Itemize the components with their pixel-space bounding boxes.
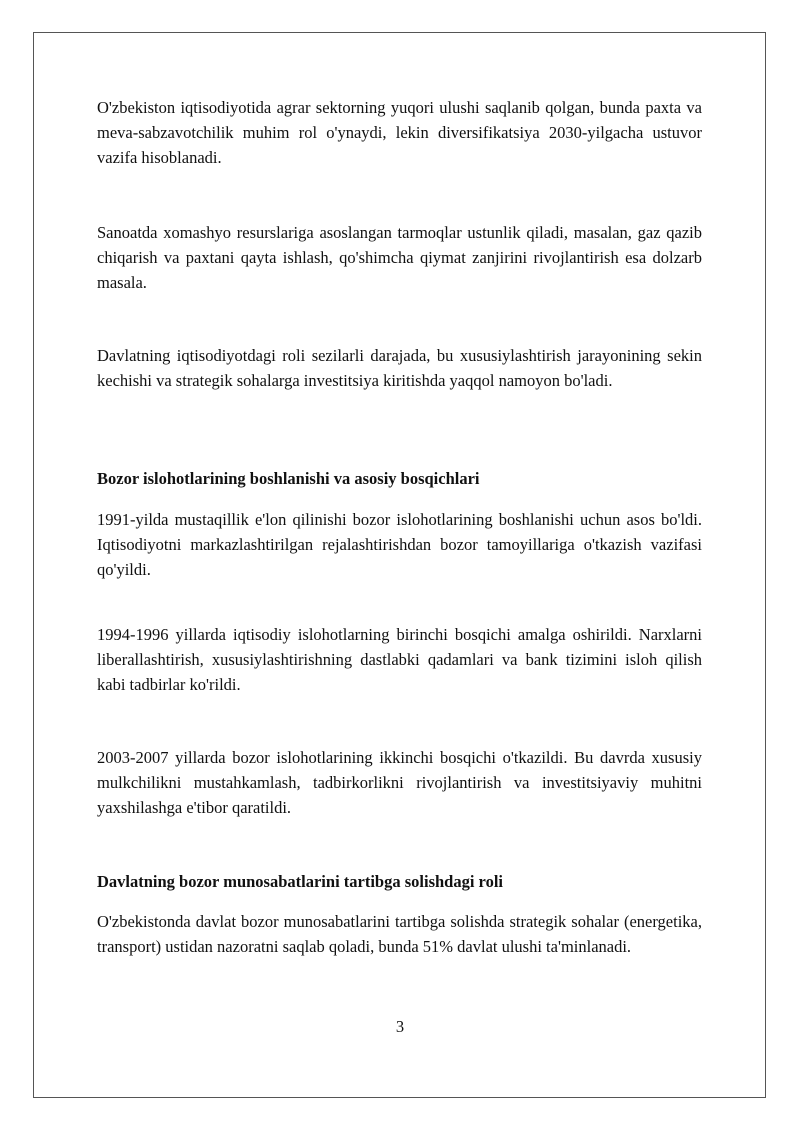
- paragraph-sanoat: Sanoatda xomashyo resurslariga asoslangan tarmoqlar ustunlik qiladi, masalan, gaz qazib chiqarish va paxtani qayta ishlash, qo'shimcha qiymat zanjirini rivojlantirish esa dolzarb masala.: [97, 223, 702, 292]
- paragraph-davlat-roli: Davlatning iqtisodiyotdagi roli sezilarli darajada, bu xususiylashtirish jarayonining sekin kechishi va strategik sohalarga investitsiya kiritishda yaqqol namoyon bo'ladi.: [97, 346, 702, 390]
- paragraph-2003-2007: 2003-2007 yillarda bozor islohotlarining ikkinchi bosqichi o'tkazildi. Bu davrda xususiy mulkchilikni mustahkamlash, tadbirkorlikni rivojlantirish va investitsiyaviy muhitni yaxshilashga e'tibor qaratildi.: [97, 748, 702, 817]
- paragraph-1991: 1991-yilda mustaqillik e'lon qilinishi bozor islohotlarining boshlanishi uchun asos bo'ldi. Iqtisodiyotni markazlashtirilgan rejalashtirishdan bozor tamoyillariga o'tkazish vazifasi qo'yildi.: [97, 510, 702, 579]
- paragraph-strategik-sohalar: O'zbekistonda davlat bozor munosabatlarini tartibga solishda strategik sohalar (energetika, transport) ustidan nazoratni saqlab qoladi, bunda 51% davlat ulushi ta'minlanadi.: [97, 912, 702, 956]
- section-heading-davlat-tartibga-solish: Davlatning bozor munosabatlarini tartibga solishdagi roli: [97, 872, 503, 891]
- section-heading-bozor-islohotlari: Bozor islohotlarining boshlanishi va asosiy bosqichlari: [97, 469, 480, 488]
- page-number: 3: [395, 1017, 405, 1036]
- paragraph-1994-1996: 1994-1996 yillarda iqtisodiy islohotlarning birinchi bosqichi amalga oshirildi. Narxlarni liberallashtirish, xususiylashtirishning dastlabki qadamlari va bank tizimini isloh qilish kabi tadbirlar ko'rildi.: [97, 625, 702, 694]
- paragraph-agrar-sektor: O'zbekiston iqtisodiyotida agrar sektorning yuqori ulushi saqlanib qolgan, bunda paxta va meva-sabzavotchilik muhim rol o'ynaydi, lekin diversifikatsiya 2030-yilgacha ustuvor vazifa hisoblanadi.: [97, 98, 702, 167]
